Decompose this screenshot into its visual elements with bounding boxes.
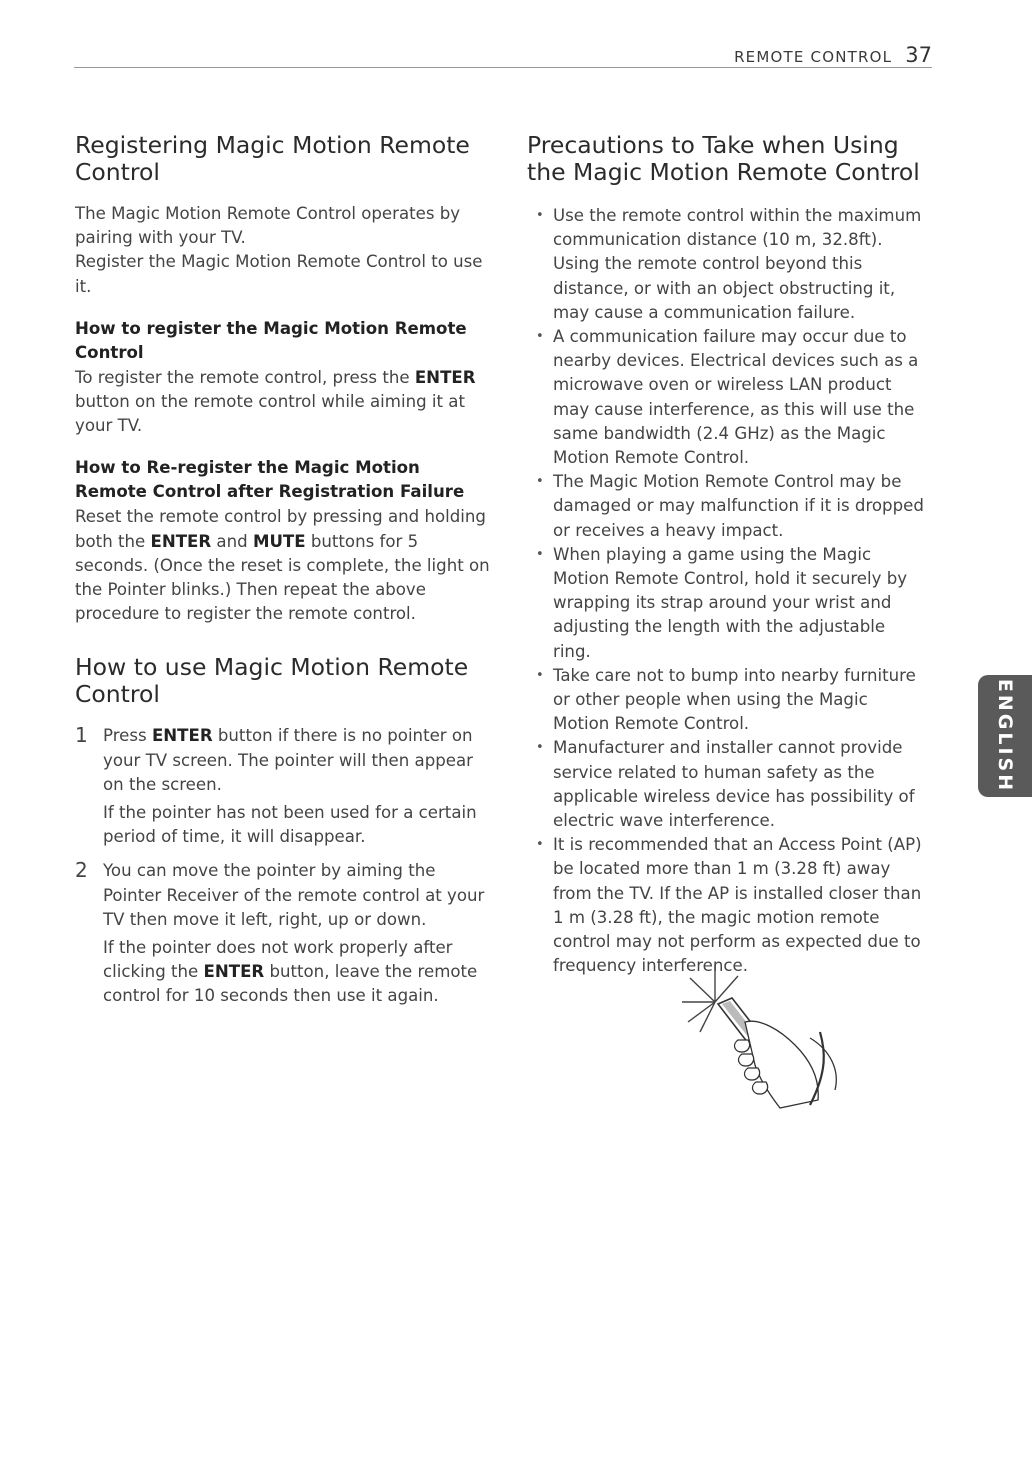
reregister-and: and	[211, 531, 253, 551]
step-note-a: If the pointer does not work properly after clicking the	[103, 938, 453, 982]
how-register-text	[75, 366, 495, 439]
how-use-steps	[75, 724, 495, 1008]
step-note	[103, 936, 495, 1009]
enter-key-label: ENTER	[151, 726, 213, 746]
left-column	[75, 132, 495, 1019]
header-rule	[74, 67, 932, 68]
step-text: You can move the pointer by aiming the Pointer Receiver of the remote control at your TV then move it left, right, up or down.	[103, 861, 485, 929]
how-register-text-b: button on the remote control while aiming it at your TV.	[75, 392, 465, 436]
how-register-heading: How to register the Magic Motion Remote Control	[75, 318, 467, 362]
reregister-text	[75, 505, 495, 626]
section-title: REMOTE CONTROL	[734, 48, 893, 66]
step-note: If the pointer has not been used for a certain period of time, it will disappear.	[103, 803, 477, 847]
reregister-heading: How to Re-register the Magic Motion Remote Control after Registration Failure	[75, 458, 465, 502]
reregister-text-b: buttons for 5 seconds. (Once the reset is complete, the light on the Pointer blinks.) Then repeat the above procedure to register the remote control.	[75, 531, 490, 624]
step-number: 1	[75, 723, 88, 748]
language-tab-label: ENGLISH	[994, 678, 1016, 794]
precautions-list	[527, 204, 925, 979]
mute-key-label: MUTE	[252, 531, 306, 551]
step-text-a: Press	[103, 726, 152, 746]
registering-intro-2: Register the Magic Motion Remote Control to use it.	[75, 252, 483, 296]
precaution-item: • A communication failure may occur due to nearby devices. Electrical devices such as a microwave oven or wireless LAN product may cause interference, as this will use the same bandwidth (2.4 GHz) as the Magic Motion Remote Control.	[527, 325, 925, 470]
reregister-text-a: Reset the remote control by pressing and holding both the	[75, 507, 486, 551]
enter-key-label: ENTER	[203, 962, 265, 982]
precaution-item: • Manufacturer and installer cannot provide service related to human safety as the applicable wireless device has possibility of electric wave interference.	[527, 736, 925, 833]
running-head	[700, 43, 932, 67]
language-tab	[978, 675, 1032, 797]
how-use-title: How to use Magic Motion Remote Control	[75, 653, 469, 709]
precaution-item: • When playing a game using the Magic Motion Remote Control, hold it securely by wrapping its strap around your wrist and adjusting the length with the adjustable ring.	[527, 543, 925, 664]
step-number: 2	[75, 858, 88, 883]
precaution-item: • It is recommended that an Access Point (AP) be located more than 1 m (3.28 ft) away from the TV. If the AP is installed closer than 1 m (3.28 ft), the magic motion remote control may not perform as expected due to frequency interference.	[527, 833, 925, 978]
step-note-b: button, leave the remote control for 10 seconds then use it again.	[103, 962, 478, 1006]
step-text	[103, 724, 495, 797]
registering-intro-1: The Magic Motion Remote Control operates by pairing with your TV.	[75, 204, 461, 248]
enter-key-label: ENTER	[414, 367, 476, 387]
hand-icon	[735, 1021, 837, 1108]
precaution-item: • Use the remote control within the maximum communication distance (10 m, 32.8ft). Using the remote control beyond this distance, or with an object obstructing it, may cause a communication failure.	[527, 204, 925, 325]
remote-in-hand-illustration	[660, 960, 850, 1110]
precaution-item: • The Magic Motion Remote Control may be damaged or may malfunction if it is dropped or receives a heavy impact.	[527, 470, 925, 543]
registering-title: Registering Magic Motion Remote Control	[75, 131, 470, 186]
page-number: 37	[905, 43, 932, 67]
enter-key-label: ENTER	[150, 531, 212, 551]
right-column	[527, 132, 925, 979]
step-item	[75, 859, 495, 1008]
how-register-text-a: To register the remote control, press the	[75, 367, 415, 387]
precaution-item: • Take care not to bump into nearby furniture or other people when using the Magic Motion Remote Control.	[527, 664, 925, 737]
step-text-b: button if there is no pointer on your TV screen. The pointer will then appear on the screen.	[103, 726, 473, 794]
precautions-title: Precautions to Take when Using the Magic Motion Remote Control	[527, 131, 920, 186]
step-item	[75, 724, 495, 849]
